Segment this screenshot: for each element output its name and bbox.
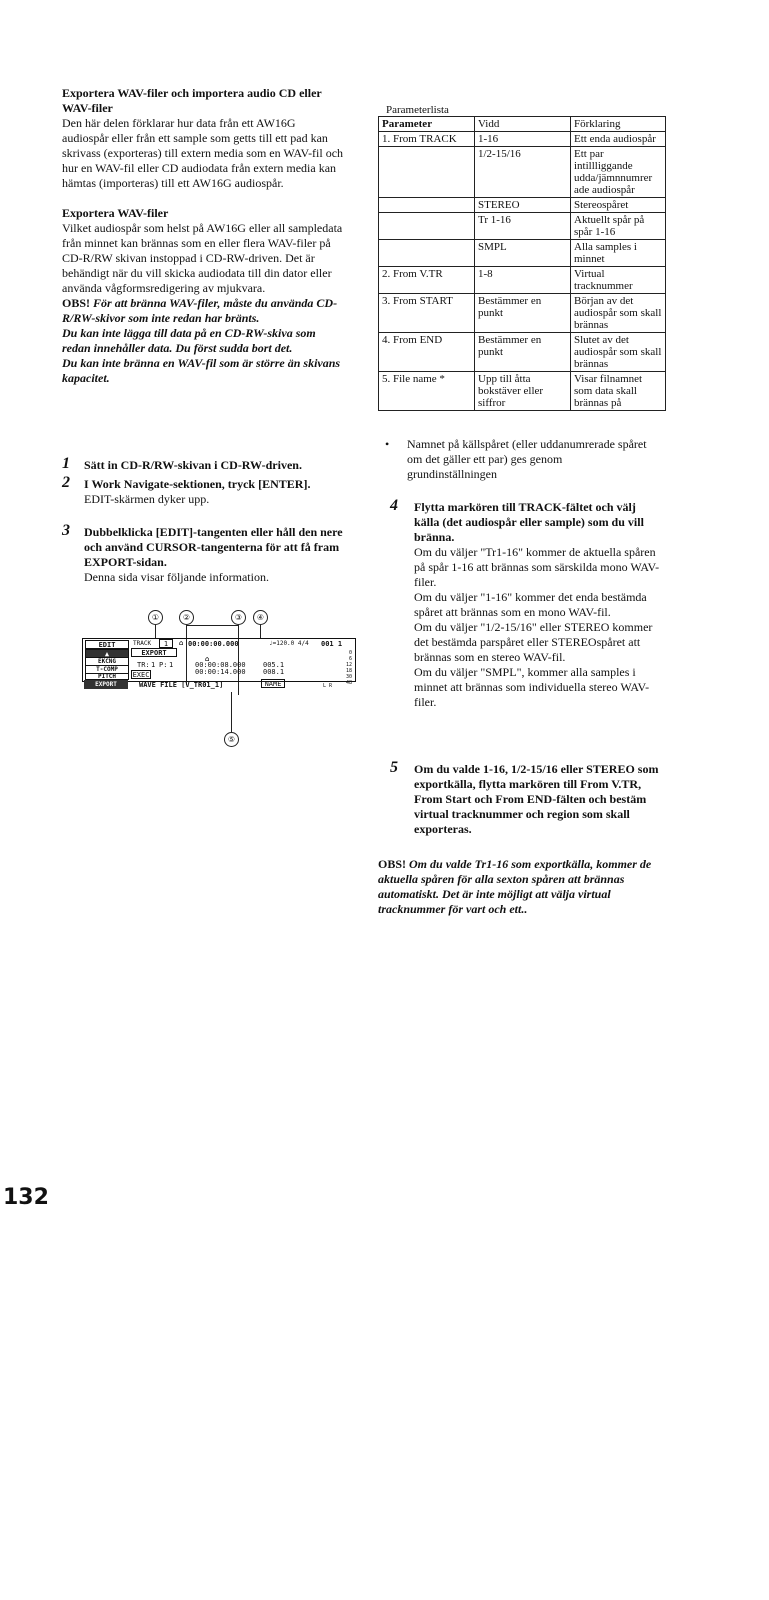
exec-button[interactable]: EXEC [132, 671, 150, 679]
step-4-paragraph: Om du väljer "1-16" kommer det enda bestämda spåret att brännas som en mono WAV-fil. [414, 590, 647, 619]
table-cell: 1-8 [475, 267, 571, 294]
table-caption: Parameterlista [386, 104, 449, 116]
start-position: 005.1 [263, 661, 285, 669]
table-row [379, 267, 666, 294]
obs-note-right [378, 857, 662, 917]
step-number: 1 [62, 455, 70, 472]
header-vidd: Vidd [475, 117, 571, 132]
tempo-display: ♩=120.0 4/4 [269, 640, 309, 647]
step-4-title: Flytta markören till TRACK-fältet och välj källa (det audiospår eller sample) som du vill bränna. [414, 500, 644, 544]
table-cell: Visar filnamnet som data skall brännas på [571, 372, 666, 411]
callout-line [186, 625, 238, 626]
table-footnote [385, 437, 655, 482]
table-row [379, 240, 666, 267]
callout-5: ⑤ [224, 732, 239, 747]
tab-up-icon[interactable]: ▲ [85, 649, 129, 658]
table-cell: Slutet av det audiospår som skall brännas [571, 333, 666, 372]
start-time[interactable]: 00:00:08.000 [195, 661, 246, 669]
tab-pitch[interactable]: PITCH [85, 673, 129, 680]
callout-line [231, 692, 232, 732]
callout-1: ① [148, 610, 163, 625]
save-file-label: WAVE FILE [V_TR01_1] [139, 681, 224, 689]
table-cell: Virtual tracknummer [571, 267, 666, 294]
table-cell: Aktuellt spår på spår 1-16 [571, 213, 666, 240]
tab-edit[interactable]: EDIT [85, 640, 129, 649]
table-cell [379, 240, 475, 267]
step-4-paragraph: Om du väljer "Tr1-16" kommer de aktuella spåren på spår 1-16 att brännas som särskilda mono WAV-filer. [414, 545, 660, 589]
obs-text-2: Du kan inte lägga till data på en CD-RW-skiva som redan innehåller data. Du först sudda bort det. [62, 326, 316, 355]
meter-tick: 12 [345, 662, 352, 668]
step-4-paragraph: Om du väljer "1/2-15/16" eller STEREO kommer det bestämda parspåret eller STEREOspåret att brännas som en stereo WAV-fil. [414, 620, 653, 664]
step-subtext: Denna sida visar följande information. [84, 570, 269, 584]
obs-text-3: Du kan inte bränna en WAV-fil som är större än skivans kapacitet. [62, 356, 341, 385]
callout-line [155, 625, 156, 639]
table-row [379, 198, 666, 213]
step-text: Sätt in CD-R/RW-skivan i CD-RW-driven. [84, 458, 302, 472]
steps-list [62, 455, 352, 585]
meter-tick: 48 [345, 680, 352, 686]
callout-line [260, 625, 261, 639]
table-cell: 3. From START [379, 294, 475, 333]
level-meter [321, 649, 352, 689]
track-label: TRACK [133, 640, 152, 647]
meter-tick: 6 [348, 656, 352, 662]
obs-label: OBS! [62, 296, 91, 310]
meter-tick: 0 [348, 650, 352, 656]
table-row [379, 294, 666, 333]
table-cell: Ett enda audiospår [571, 132, 666, 147]
table-cell: 1/2-15/16 [475, 147, 571, 198]
meter-tick: 18 [345, 668, 352, 674]
obs-text-1: För att bränna WAV-filer, måste du använda CD-R/RW-skivor som inte redan har bränts. [62, 296, 338, 325]
table-cell: Början av det audiospår som skall brännas [571, 294, 666, 333]
home-icon: ⌂ [179, 639, 184, 647]
p-value[interactable]: 1 [169, 661, 174, 669]
table-cell: Alla samples i minnet [571, 240, 666, 267]
header-forklaring: Förklaring [571, 117, 666, 132]
table-cell: 1. From TRACK [379, 132, 475, 147]
callout-3: ③ [231, 610, 246, 625]
table-cell: Ett par intillliggande udda/jämnnumrer ade audiospår [571, 147, 666, 198]
export-wav-paragraph: Vilket audiospår som helst på AW16G eller all sampledata från minnet kan brännas som en eller flera WAV-filer på CD-R/RW skivan instoppad i CD-RW-driven. Det är behändigt när du vill skicka audiodata till din dator eller använda vågformsredigering av mjukvara. [62, 221, 343, 295]
end-position: 008.1 [263, 668, 285, 676]
footnote-text: Namnet på källspåret (eller uddanumrerade spåret om det gäller ett par) ges genom grundinställningen [407, 437, 647, 481]
section-heading-export-import: Exportera WAV-filer och importera audio CD eller WAV-filer [62, 86, 322, 115]
export-screen-diagram [82, 610, 354, 770]
lcd-screen [82, 638, 356, 689]
table-row [379, 333, 666, 372]
table-cell: Bestämmer en punkt [475, 333, 571, 372]
obs-label: OBS! [378, 857, 407, 871]
tab-t-comp[interactable]: T-COMP [85, 665, 129, 674]
tr-value[interactable]: 1 [151, 661, 156, 669]
table-cell [379, 147, 475, 198]
step-2 [62, 474, 352, 507]
step-5 [390, 759, 662, 837]
callout-2: ② [179, 610, 194, 625]
meter-tick: 30 [345, 674, 352, 680]
obs-note [62, 296, 344, 326]
step-4-paragraph: Om du väljer "SMPL", kommer alla samples i minnet att brännas som individuella stereo WAV-filer. [414, 665, 650, 709]
tab-ekcng[interactable]: EKCNG [85, 657, 129, 666]
parameter-table [378, 116, 666, 411]
step-text: I Work Navigate-sektionen, tryck [ENTER]. [84, 477, 311, 491]
table-row [379, 147, 666, 198]
table-row [379, 213, 666, 240]
left-column [62, 86, 344, 386]
step-1 [62, 455, 352, 473]
step-3 [62, 522, 352, 585]
intro-paragraph: Den här delen förklarar hur data från ett AW16G audiospår eller från ett sample som getts till ett pad kan skrivass (exporteras) till extern media som en WAV-fil och hur en WAV-fil eller CD audiodata från extern media kan hämtas (importeras) till ett AW16G audiospår. [62, 116, 344, 190]
tr-label: TR: [137, 661, 150, 669]
obs-text: Om du valde Tr1-16 som exportkälla, kommer de aktuella spåren för alla sexton spåren att brännas automatiskt. Det är inte möjligt att välja virtual tracknummer för vart och ett.. [378, 857, 652, 916]
footnote-bullet: • [385, 437, 390, 451]
header-parameter: Parameter [379, 117, 475, 132]
export-button[interactable]: EXPORT [131, 648, 177, 657]
end-time[interactable]: 00:00:14.000 [195, 668, 246, 676]
name-button[interactable]: NAME [261, 679, 285, 688]
table-cell: Upp till åtta bokstäver eller siffror [475, 372, 571, 411]
tab-export[interactable]: EXPORT [84, 680, 128, 689]
table-cell: 1-16 [475, 132, 571, 147]
table-cell: 2. From V.TR [379, 267, 475, 294]
home-icon-marker: ⌂ [205, 655, 210, 663]
page-number: 132 [3, 1185, 49, 1210]
bar-counter: 001 1 [321, 640, 343, 648]
table-cell: Stereospåret [571, 198, 666, 213]
table-cell: 4. From END [379, 333, 475, 372]
step-number: 5 [390, 759, 398, 776]
callout-4: ④ [253, 610, 268, 625]
track-field[interactable]: 1 [159, 639, 173, 648]
step-number: 3 [62, 522, 70, 539]
p-label: P: [159, 661, 168, 669]
time-counter: 00:00:00.000 [188, 640, 239, 648]
step-text: Dubbelklicka [EDIT]-tangenten eller håll den nere och använd CURSOR-tangenterna för att få fram EXPORT-sidan. [84, 525, 343, 569]
table-cell: SMPL [475, 240, 571, 267]
table-cell: STEREO [475, 198, 571, 213]
step-number: 2 [62, 474, 70, 491]
table-header-row [379, 117, 666, 132]
table-cell [379, 198, 475, 213]
step-5-title: Om du valde 1-16, 1/2-15/16 eller STEREO som exportkälla, flytta markören till From V.TR, From Start och From END-fälten och bestäm virtual tracknummer och region som skall exporteras. [414, 762, 659, 836]
table-row [379, 372, 666, 411]
table-cell: Bestämmer en punkt [475, 294, 571, 333]
meter-lr-label: L R [323, 683, 333, 689]
table-cell [379, 213, 475, 240]
step-number: 4 [390, 497, 398, 514]
step-subtext: EDIT-skärmen dyker upp. [84, 492, 210, 506]
section-heading-export-wav: Exportera WAV-filer [62, 206, 169, 220]
step-4 [390, 497, 662, 710]
table-row [379, 132, 666, 147]
table-cell: Tr 1-16 [475, 213, 571, 240]
table-cell: 5. File name * [379, 372, 475, 411]
